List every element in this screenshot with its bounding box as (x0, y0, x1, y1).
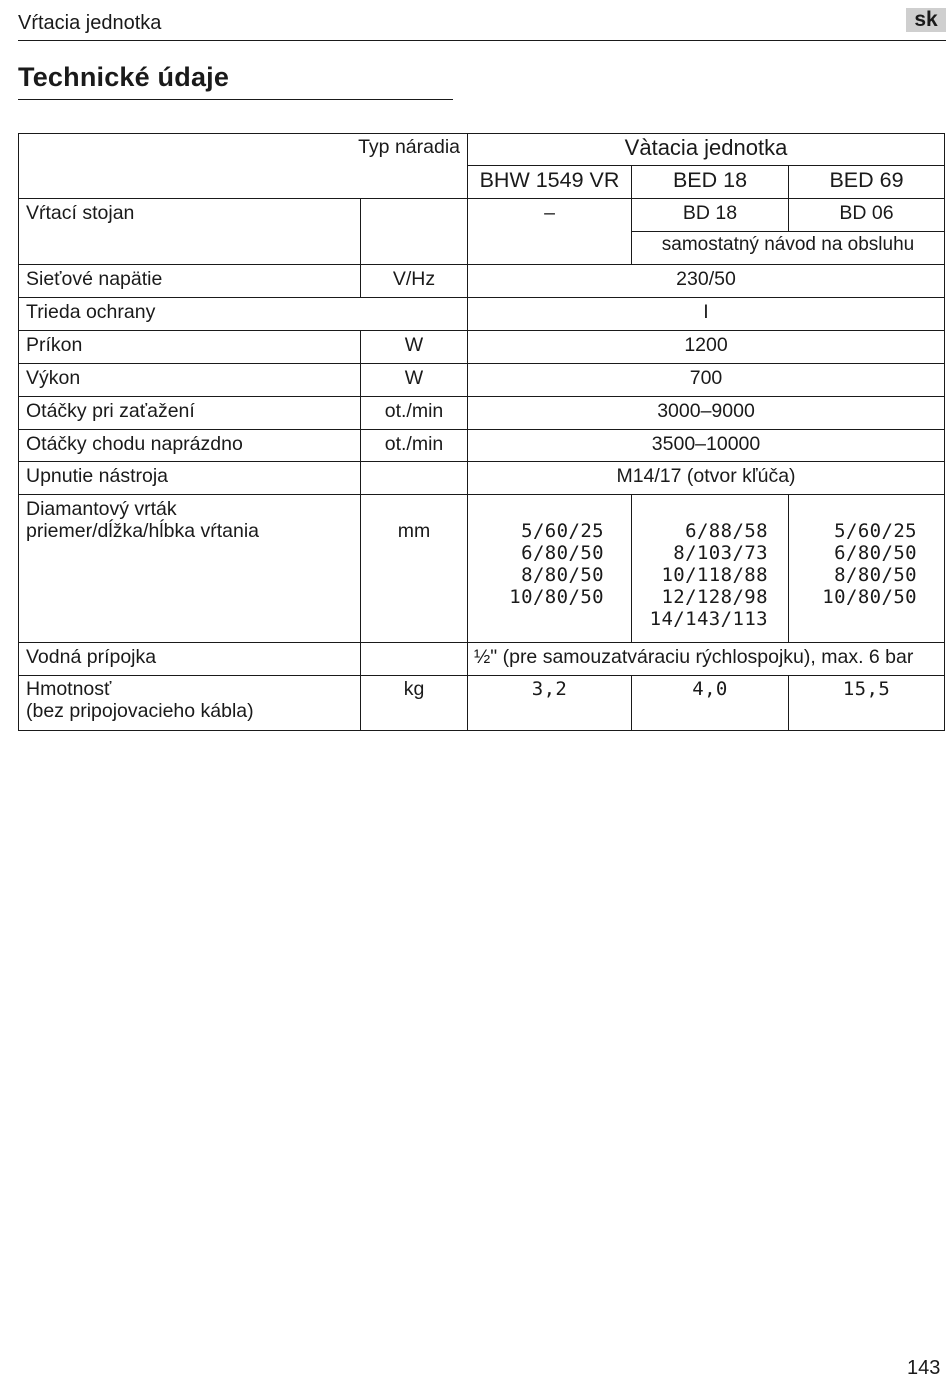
row-unit: W (361, 331, 468, 364)
table-row (19, 676, 945, 731)
table-row (19, 364, 945, 397)
type-label-cell (19, 134, 468, 199)
row-label: Vodná prípojka (19, 643, 361, 676)
table-header-row (19, 134, 945, 166)
technical-data-table (18, 133, 945, 731)
bit-value: 6/88/58 (685, 520, 768, 542)
row-unit: ot./min (361, 397, 468, 430)
bit-value: 8/80/50 (834, 564, 918, 586)
bit-value: 8/80/50 (521, 564, 604, 586)
row-label-cell (19, 495, 361, 643)
row-label-sub: priemer/dĺžka/hĺbka vŕtania (26, 520, 260, 542)
row-unit: V/Hz (361, 265, 468, 298)
row-unit: ot./min (361, 430, 468, 462)
row-label: Diamantový vrták (26, 498, 177, 520)
table-row (19, 265, 945, 298)
row-value: ½" (pre samouzatváraciu rýchlospojku), max. 6 bar (468, 643, 945, 676)
header-divider (18, 40, 946, 41)
row-value: 1200 (468, 331, 945, 364)
document-header-title: Vŕtacia jednotka (18, 12, 162, 34)
section-title-underline (18, 99, 453, 100)
table-row (19, 397, 945, 430)
model-header-3: BED 69 (789, 166, 945, 199)
row-label: Výkon (19, 364, 361, 397)
row-label: Trieda ochrany (19, 298, 468, 331)
row-value: 230/50 (468, 265, 945, 298)
bit-value: 10/80/50 (509, 586, 604, 608)
row-value: 700 (468, 364, 945, 397)
model-header-2: BED 18 (632, 166, 789, 199)
row-unit: kg (361, 676, 468, 731)
row-value: 3500–10000 (468, 430, 945, 462)
bit-value: 5/60/25 (834, 520, 918, 542)
bit-value: 10/118/88 (661, 564, 768, 586)
table-row (19, 462, 945, 495)
section-title: Technické údaje (18, 62, 230, 92)
row-unit (361, 643, 468, 676)
row-label: Otáčky chodu naprázdno (19, 430, 361, 462)
language-badge: sk (906, 8, 946, 32)
row-label-sub: (bez pripojovacieho kábla) (26, 700, 254, 722)
row-label: Upnutie nástroja (19, 462, 361, 495)
type-label: Typ náradia (358, 136, 460, 158)
stand-note: samostatný návod na obsluhu (632, 232, 945, 265)
group-label: Vàtacia jednotka (624, 135, 788, 160)
row-label: Sieťové napätie (19, 265, 361, 298)
table-row (19, 331, 945, 364)
row-label: Príkon (19, 331, 361, 364)
bit-values-2 (632, 495, 789, 643)
model-header-1: BHW 1549 VR (468, 166, 632, 199)
bit-value: 8/103/73 (673, 542, 768, 564)
bit-values-3 (789, 495, 945, 643)
page-number: 143 (907, 1357, 941, 1379)
row-unit (361, 199, 468, 265)
weight-value-1: 3,2 (468, 676, 632, 731)
row-label-cell (19, 676, 361, 731)
bit-value: 12/128/98 (661, 586, 768, 608)
row-label: Otáčky pri zaťažení (19, 397, 361, 430)
bit-value: 14/143/113 (649, 608, 768, 630)
row-label: Vŕtací stojan (19, 199, 361, 265)
weight-value-2: 4,0 (632, 676, 789, 731)
row-unit: mm (361, 495, 468, 643)
row-unit (361, 462, 468, 495)
row-value: M14/17 (otvor kľúča) (468, 462, 945, 495)
row-value: I (468, 298, 945, 331)
stand-value-2: BD 18 (632, 199, 789, 232)
stand-value-3: BD 06 (789, 199, 945, 232)
table-row (19, 430, 945, 462)
stand-value-1: – (468, 199, 632, 265)
bit-value: 6/80/50 (521, 542, 604, 564)
table-row (19, 495, 945, 643)
table-row (19, 643, 945, 676)
bit-value: 5/60/25 (521, 520, 604, 542)
group-header-cell (468, 134, 945, 166)
bit-value: 6/80/50 (834, 542, 918, 564)
row-value: 3000–9000 (468, 397, 945, 430)
row-label: Hmotnosť (26, 678, 112, 700)
bit-value: 10/80/50 (822, 586, 918, 608)
row-unit: W (361, 364, 468, 397)
table-row (19, 199, 945, 232)
weight-value-3: 15,5 (789, 676, 945, 731)
bit-values-1 (468, 495, 632, 643)
table-row (19, 298, 945, 331)
